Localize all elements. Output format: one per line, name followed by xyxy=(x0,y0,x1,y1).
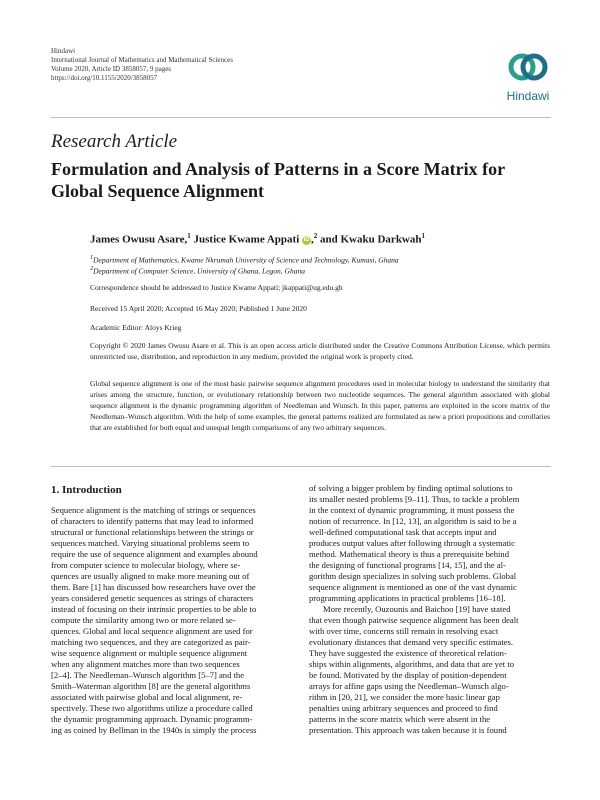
body-line: Smith–Waterman algorithm [8] are the general algorithms xyxy=(51,681,251,691)
body-line: sequence alignment is mentioned as one of the vast dynamic xyxy=(309,582,517,592)
affiliation-2: $^2$Department of Computer Science, University of Ghana, Legon, Ghana xyxy=(90,265,305,276)
author-name: and Kwaku Darkwah xyxy=(320,233,422,246)
body-line: associated with pairwise global and local alignment, re- xyxy=(51,692,243,702)
orcid-icon[interactable]: iD xyxy=(303,236,310,243)
hindawi-logo-icon xyxy=(507,47,549,87)
volume-info: Volume 2020, Article ID 3858057, 9 pages xyxy=(51,65,172,73)
body-line: the dynamic programming approach. Dynamic programm- xyxy=(51,714,253,724)
body-line: presentation. This approach was taken because it is found xyxy=(309,725,507,735)
journal-header xyxy=(51,47,233,83)
body-line: when any alignment matches more than two sequences xyxy=(51,659,240,669)
body-line: evolutionary distances that demand very specific estimates. xyxy=(309,637,514,647)
body-line: gorithm design specializes in solving such problems. Global xyxy=(309,571,517,581)
body-line: compute the similarity among two or more related se- xyxy=(51,615,236,625)
body-line: them. Bare [1] has discussed how researchers have over the xyxy=(51,582,256,592)
author-name: Justice Kwame Appati xyxy=(193,233,300,246)
body-line: They have suggested the existence of theoretical relation- xyxy=(309,648,507,658)
body-line: its smaller nested problems [9–11]. Thus, to tackle a problem xyxy=(309,494,520,504)
copyright-notice: Copyright © 2020 James Owusu Asare et al. This is an open access article distributed under the Creative Commons Attribution License, which permits unrestricted use, distribution, and reproduction in any medium, provided the original work is properly cited. xyxy=(90,341,550,361)
publisher-name: Hindawi xyxy=(51,47,76,55)
body-line: of solving a bigger problem by finding optimal solutions to xyxy=(309,483,513,493)
article-type: Research Article xyxy=(51,131,178,152)
section-heading: 1. Introduction xyxy=(51,484,122,496)
body-line: the designing of functional programs [14, 15], and the al- xyxy=(309,560,506,570)
body-line: of characters to identify patterns that may lead to informed xyxy=(51,516,254,526)
body-line: matching two sequences, and they are categorized as pair- xyxy=(51,637,251,647)
body-line: with over time, concerns still remain in resolving exact xyxy=(309,626,499,636)
academic-editor: Academic Editor: Aloys Krieg xyxy=(90,323,182,332)
body-line: in the context of dynamic programming, it must possess the xyxy=(309,505,515,515)
body-line: require the use of sequence alignment and examples abound xyxy=(51,549,258,559)
body-line: ships within alignments, algorithms, and data that are yet to xyxy=(309,659,515,669)
body-line: programming applications in practical problems [16–18]. xyxy=(309,593,506,603)
doi-link[interactable]: https://doi.org/10.1155/2020/3858057 xyxy=(51,74,158,82)
body-line: produces output values after following through a systematic xyxy=(309,538,515,548)
body-line: instead of focusing on their intrinsic properties to be able to xyxy=(51,604,257,614)
body-line: structural or functional relationships between the strings or xyxy=(51,527,254,537)
abstract: Global sequence alignment is one of the most basic pairwise sequence alignment procedures used in molecular biology to understand the similarity that arises among the structure, function, or evolutionary relationship between two nucleotide sequences. The general algorithm associated with global sequence alignment is the dynamic programming algorithm of Needleman and Wunsch. In this paper, patterns are exploited in the score matrix of the Needleman–Wunsch algorithm. With the help of some examples, the general patterns realized are formulated as new a priori propositions and corollaries that are established for both equal and unequal length comparisons of any two arbitrary sequences. xyxy=(90,379,550,432)
body-line: arrays for affine gaps using the Needleman–Wunsch algo- xyxy=(309,681,509,691)
body-line: spectively. These two algorithms utilize a procedure called xyxy=(51,703,253,713)
body-line: be found. Motivated by the display of position-dependent xyxy=(309,670,507,680)
article-title: Formulation and Analysis of Patterns in a Score Matrix for Global Sequence Alignment xyxy=(51,159,505,201)
journal-name: International Journal of Mathematics and Mathematical Sciences xyxy=(51,56,233,64)
logo-wordmark: Hindawi xyxy=(506,89,550,103)
body-line: well-defined computational task that accepts input and xyxy=(309,527,497,537)
affiliation-1: $^1$Department of Mathematics, Kwame Nkrumah University of Science and Technology, Kumasi, Ghana xyxy=(90,254,399,265)
body-line: ing as coined by Bellman in the 1940s is simply the process xyxy=(51,725,257,735)
body-line: quences are usually aligned to make more meaning out of xyxy=(51,571,250,581)
body-line: years considered genetic sequences as strings of characters xyxy=(51,593,254,603)
body-line: notion of recurrence. In [12, 13], an algorithm is said to be a xyxy=(309,516,517,526)
body-line: wise sequence alignment or multiple sequence alignment xyxy=(51,648,248,658)
body-line: that even though pairwise sequence alignment has been dealt xyxy=(309,615,519,625)
body-line: More recently, Ouzounis and Baichoo [19] have stated xyxy=(323,604,511,614)
header-divider xyxy=(51,117,551,118)
body-line: [2–4]. The Needleman–Wunsch algorithm [5–7] and the xyxy=(51,670,245,680)
correspondence: Correspondence should be addressed to Justice Kwame Appati; jkappati@ug.edu.gh xyxy=(90,283,343,292)
body-line: penalties using arbitrary sequences and proceed to find xyxy=(309,703,498,713)
body-line: quences. Global and local sequence alignment are used for xyxy=(51,626,253,636)
abstract-divider xyxy=(51,466,551,467)
body-right-column xyxy=(309,483,551,736)
body-line: rithm in [20, 21], we consider the more basic linear gap xyxy=(309,692,500,702)
body-line: method. Mathematical theory is thus a prerequisite behind xyxy=(309,549,509,559)
author-name: James Owusu Asare, xyxy=(90,233,188,246)
hindawi-logo xyxy=(498,43,558,107)
body-line: from computer science to molecular biology, where se- xyxy=(51,560,241,570)
body-line: sequences matched. Varying situational problems seem to xyxy=(51,538,250,548)
author-list: James Owusu Asare,$^1$ Justice Kwame Appati iD ,$^2$ and Kwaku Darkwah$^1$ xyxy=(90,232,425,246)
body-left-column xyxy=(51,505,293,736)
body-line: Sequence alignment is the matching of strings or sequences xyxy=(51,505,256,515)
publication-dates: Received 15 April 2020; Accepted 16 May 2020; Published 1 June 2020 xyxy=(90,304,307,313)
body-line: patterns in the score matrix which were absent in the xyxy=(309,714,491,724)
